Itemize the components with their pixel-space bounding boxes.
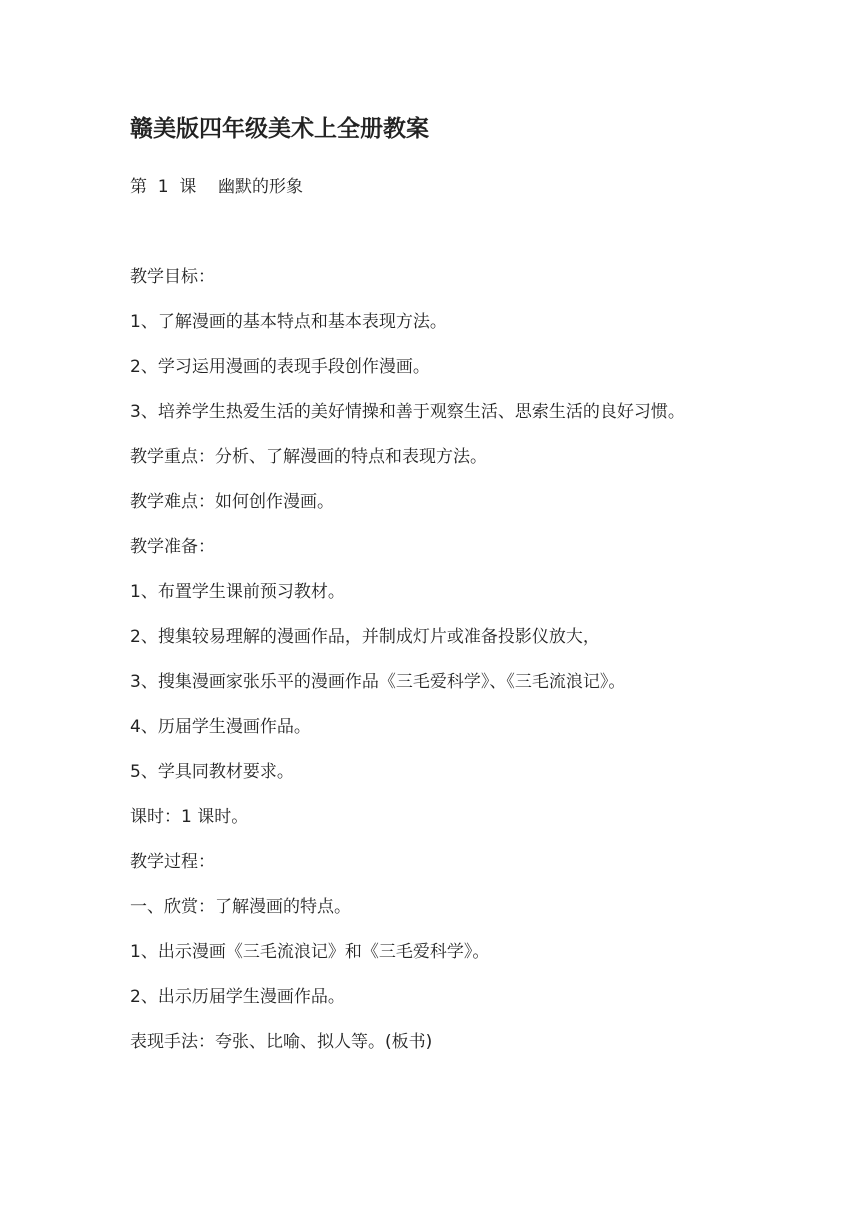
text-line: 教学准备： <box>130 537 215 557</box>
lesson-heading: 第 1 课 幽默的形象 <box>130 177 304 197</box>
text-line: 教学难点：如何创作漫画。 <box>130 492 334 512</box>
text-line: 2、搜集较易理解的漫画作品，并制成灯片或准备投影仪放大， <box>130 627 600 647</box>
lesson-content <box>130 262 685 1072</box>
text-line: 3、培养学生热爱生活的美好情操和善于观察生活、思索生活的良好习惯。 <box>130 402 685 422</box>
text-line: 教学目标： <box>130 267 215 287</box>
text-line: 5、学具同教材要求。 <box>130 762 294 782</box>
text-line: 教学重点：分析、了解漫画的特点和表现方法。 <box>130 447 487 467</box>
text-line: 一、欣赏：了解漫画的特点。 <box>130 897 351 917</box>
text-line: 3、搜集漫画家张乐平的漫画作品《三毛爱科学》、《三毛流浪记》。 <box>130 672 626 692</box>
text-line: 教学过程： <box>130 852 215 872</box>
text-line: 表现手法：夸张、比喻、拟人等。(板书) <box>130 1032 433 1052</box>
text-line: 1、布置学生课前预习教材。 <box>130 582 345 602</box>
text-line: 2、出示历届学生漫画作品。 <box>130 987 345 1007</box>
text-line: 课时：1 课时。 <box>130 807 249 827</box>
document-title: 赣美版四年级美术上全册教案 <box>130 116 429 142</box>
text-line: 4、历届学生漫画作品。 <box>130 717 311 737</box>
text-line: 1、出示漫画《三毛流浪记》和《三毛爱科学》。 <box>130 942 490 962</box>
text-line: 2、学习运用漫画的表现手段创作漫画。 <box>130 357 430 377</box>
text-line: 1、了解漫画的基本特点和基本表现方法。 <box>130 312 447 332</box>
